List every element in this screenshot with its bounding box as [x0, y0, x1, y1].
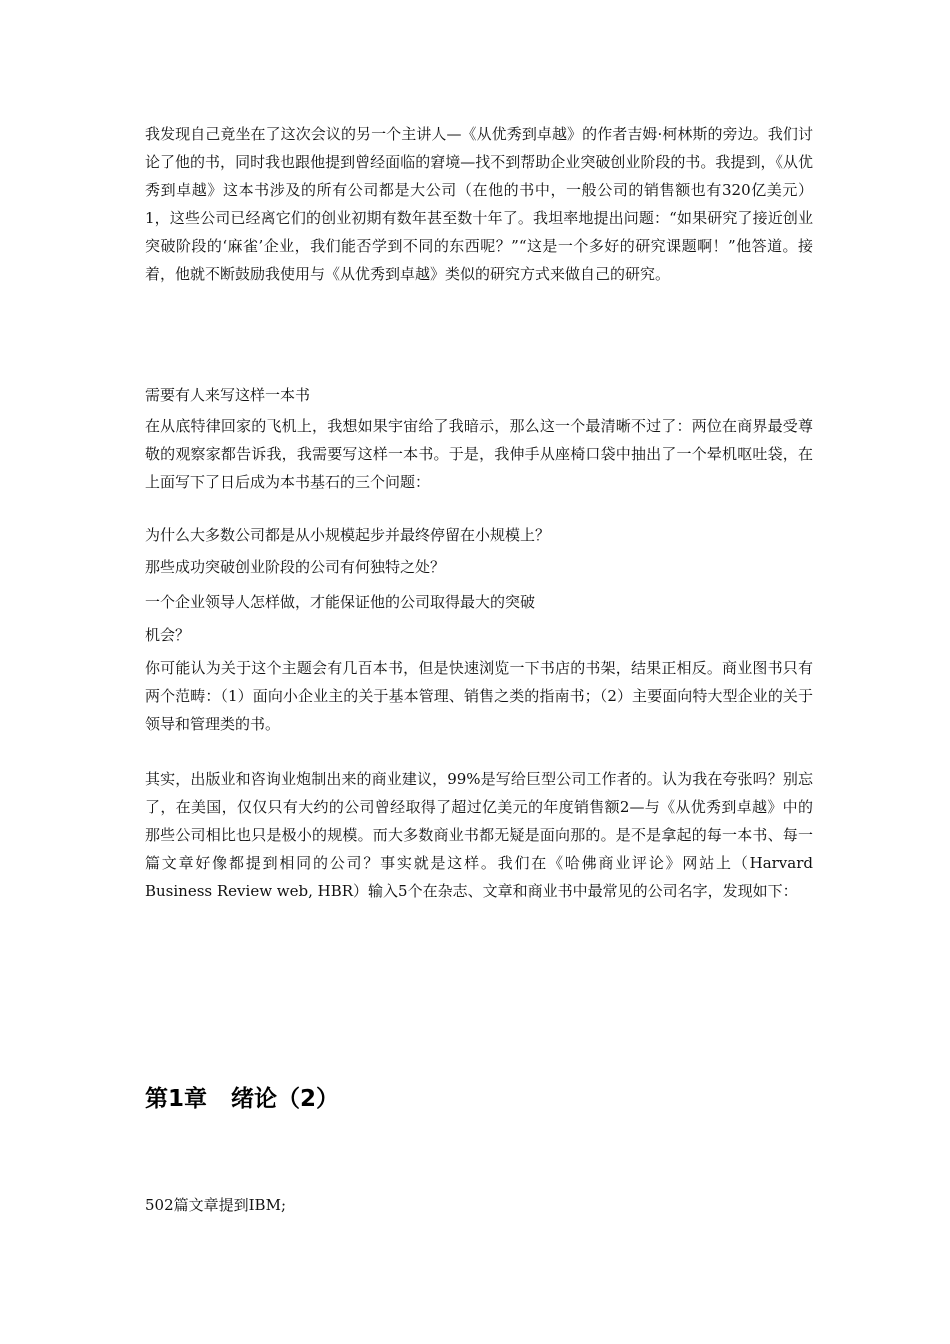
question-2: 那些成功突破创业阶段的公司有何独特之处？ [145, 558, 446, 576]
list-item-ibm: 502篇文章提到IBM; [145, 1196, 286, 1214]
chapter-heading [145, 1084, 339, 1114]
chapter-title: 绪论（2） [231, 1086, 340, 1112]
chapter-number: 第1章 [145, 1086, 208, 1112]
question-3-continued: 机会？ [145, 626, 191, 644]
section-heading-need-book: 需要有人来写这样一本书 [145, 386, 311, 404]
question-1: 为什么大多数公司都是从小规模起步并最终停留在小规模上？ [145, 526, 551, 544]
paragraph-flight-home: 在从底特律回家的飞机上，我想如果宇宙给了我暗示，那么这一个最清晰不过了：两位在商界最受尊敬的观察家都告诉我，我需要写这样一本书。于是，我伸手从座椅口袋中抽出了一个晕机呕吐袋，在上面写下了日后成为本书基石的三个问题： [145, 417, 813, 491]
question-3: 一个企业领导人怎样做，才能保证他的公司取得最大的突破 [145, 593, 536, 611]
paragraph-business-advice: 其实，出版业和咨询业炮制出来的商业建议，99%是写给巨型公司工作者的。认为我在夸张吗？别忘了，在美国，仅仅只有大约的公司曾经取得了超过亿美元的年度销售额2—与《从优秀到卓越》中的那些公司相比也只是极小的规模。而大多数商业书都无疑是面向那的。是不是拿起的每一本书、每一篇文章好像都提到相同的公司？事实就是这样。我们在《哈佛商业评论》网站上（Harvard Business Review web, HBR）输入5个在杂志、文章和商业书中最常见的公司名字，发现如下： [145, 770, 813, 900]
paragraph-meeting-collins: 我发现自己竟坐在了这次会议的另一个主讲人—《从优秀到卓越》的作者吉姆·柯林斯的旁边。我们讨论了他的书，同时我也跟他提到曾经面临的窘境—找不到帮助企业突破创业阶段的书。我提到，《从优秀到卓越》这本书涉及的所有公司都是大公司（在他的书中，一般公司的销售额也有320亿美元）1，这些公司已经离它们的创业初期有数年甚至数十年了。我坦率地提出问题：“如果研究了接近创业突破阶段的‘麻雀’企业，我们能否学到不同的东西呢？”“这是一个多好的研究课题啊！”他答道。接着，他就不断鼓励我使用与《从优秀到卓越》类似的研究方式来做自己的研究。 [145, 125, 813, 283]
paragraph-book-categories: 你可能认为关于这个主题会有几百本书，但是快速浏览一下书店的书架，结果正相反。商业图书只有两个范畴：（1）面向小企业主的关于基本管理、销售之类的指南书；（2）主要面向特大型企业的关于领导和管理类的书。 [145, 659, 813, 733]
